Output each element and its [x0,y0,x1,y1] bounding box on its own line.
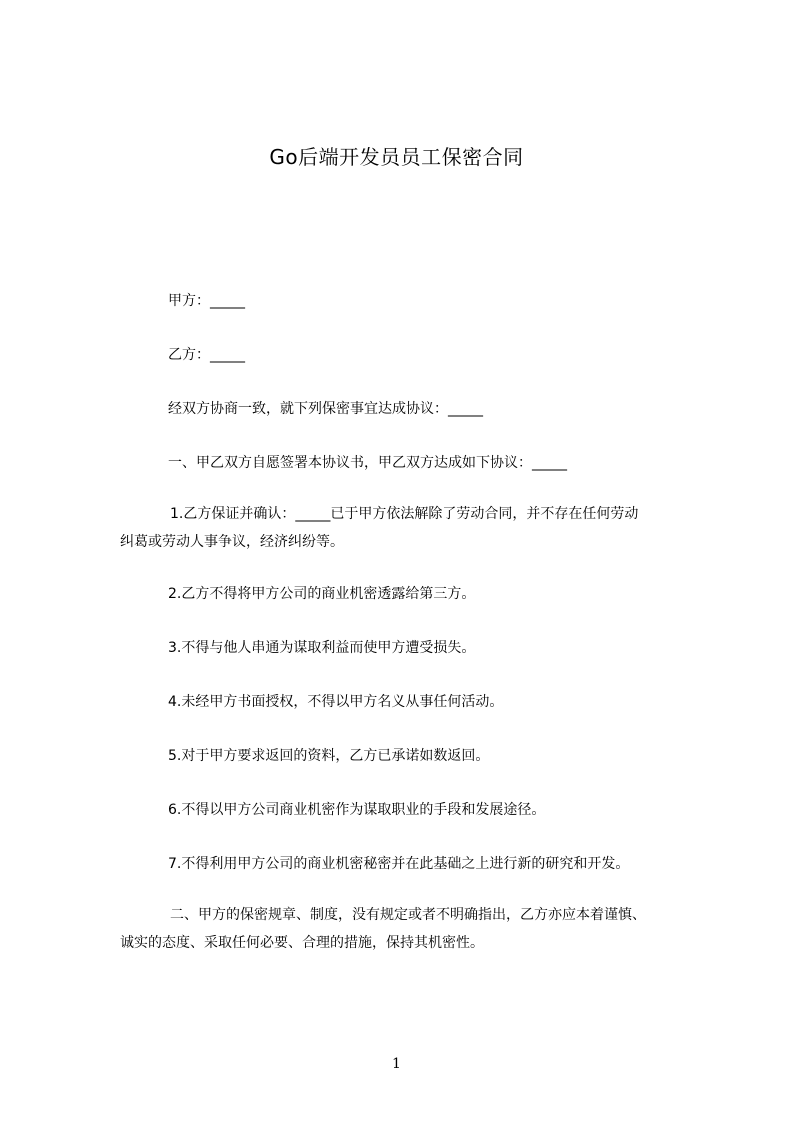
section-2-paragraph [120,901,720,957]
item-5-paragraph: 5.对于甲方要求返回的资料，乙方已承诺如数返回。 [168,748,490,764]
item-3-paragraph: 3.不得与他人串通为谋取利益而使甲方遭受损失。 [168,640,476,656]
page-number: 1 [392,1056,401,1072]
party-a-line: 甲方：_____ [168,293,245,309]
party-b-line: 乙方：_____ [168,347,245,363]
item-7-paragraph: 7.不得利用甲方公司的商业机密秘密并在此基础之上进行新的研究和开发。 [168,856,630,872]
item-2-paragraph: 2.乙方不得将甲方公司的商业机密透露给第三方。 [168,586,476,602]
section-2-line-2: 诚实的态度、采取任何必要、合理的措施，保持其机密性。 [120,935,484,951]
section-1-heading: 一、甲乙双方自愿签署本协议书，甲乙双方达成如下协议：_____ [168,455,567,471]
item-1-line-2: 纠葛或劳动人事争议，经济纠纷等。 [120,534,344,550]
document-title: Go后端开发员员工保密合同 [269,145,524,169]
intro-paragraph: 经双方协商一致，就下列保密事宜达成协议：_____ [168,401,483,417]
item-4-paragraph: 4.未经甲方书面授权，不得以甲方名义从事任何活动。 [168,694,504,710]
section-2-line-1: 二、甲方的保密规章、制度，没有规定或者不明确指出，乙方亦应本着谨慎、 [170,907,646,923]
item-6-paragraph: 6.不得以甲方公司商业机密作为谋取职业的手段和发展途径。 [168,802,546,818]
item-1-line-1: 1.乙方保证并确认：_____已于甲方依法解除了劳动合同，并不存在任何劳动 [170,506,639,522]
item-1-paragraph [120,500,720,556]
